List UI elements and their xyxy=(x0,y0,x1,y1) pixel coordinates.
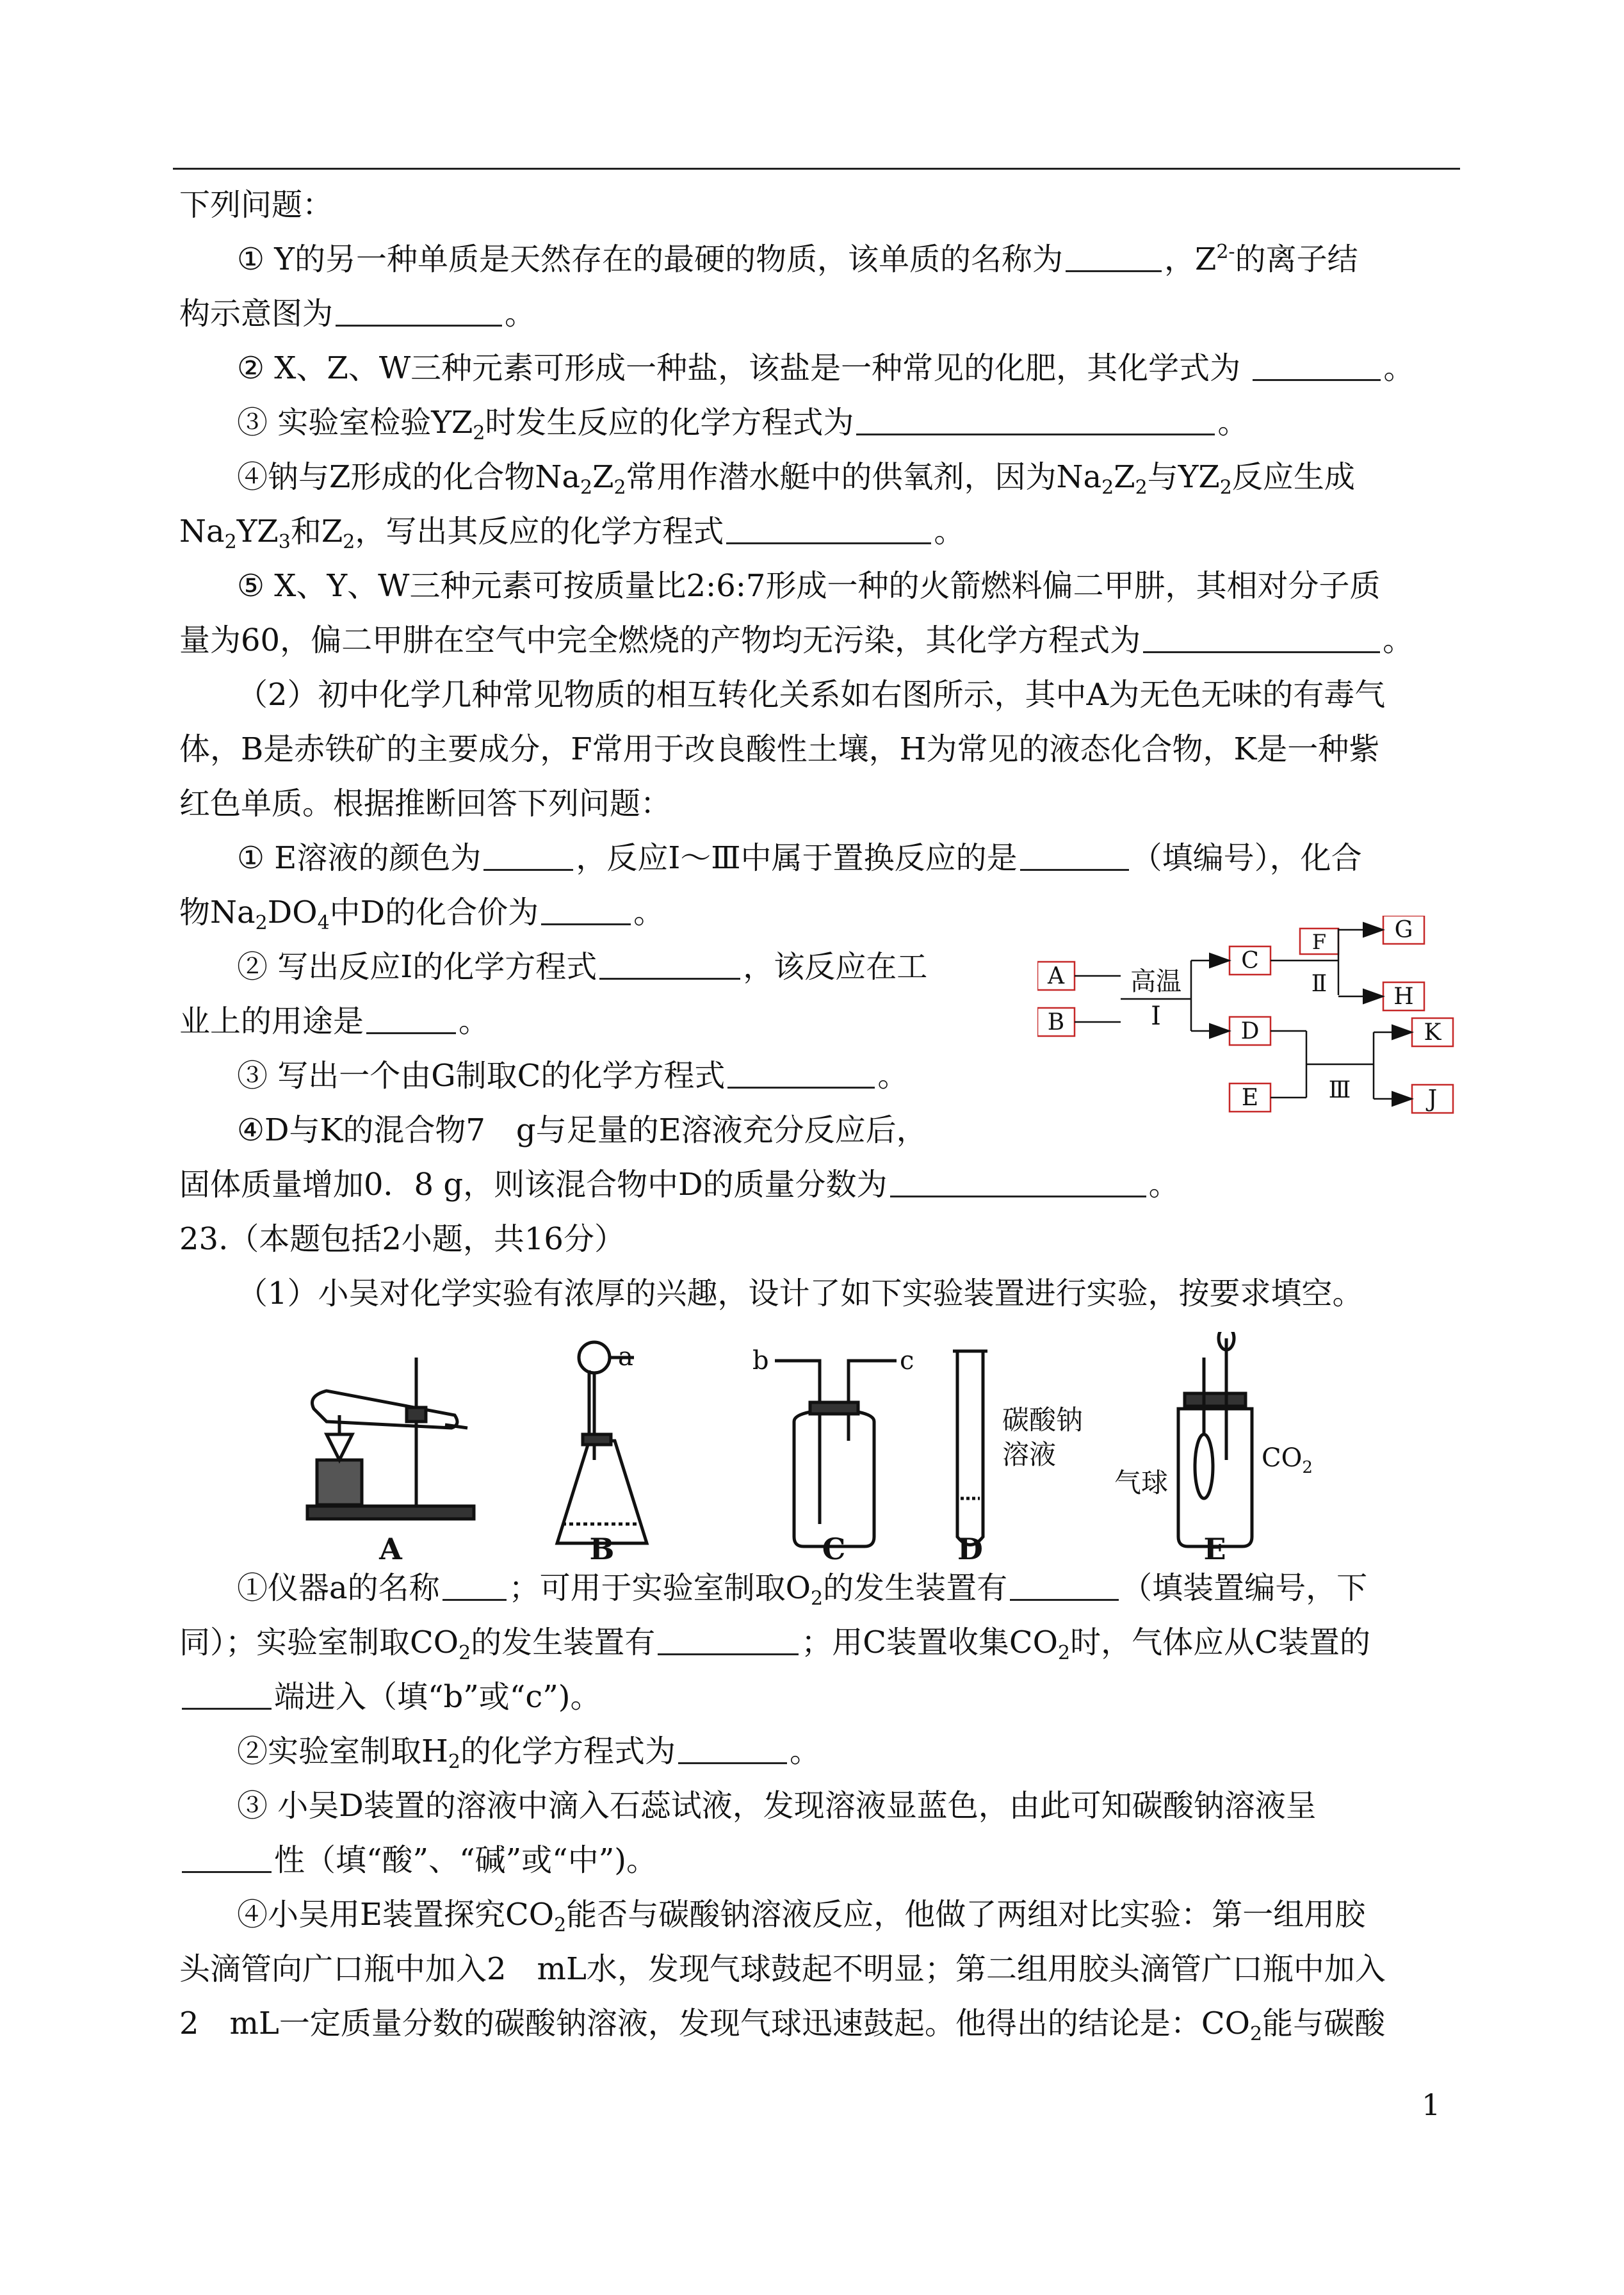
answer-blank[interactable] xyxy=(1066,242,1162,272)
label-b: b xyxy=(752,1346,769,1375)
flow-condition: 高温 xyxy=(1130,967,1181,996)
answer-blank[interactable] xyxy=(726,514,931,544)
flow-node-g: G xyxy=(1394,917,1413,943)
answer-blank[interactable] xyxy=(727,1058,875,1089)
text-line: ② 写出反应Ⅰ的化学方程式 ，该反应在工 xyxy=(237,949,928,985)
co2-label: $CO_2$ xyxy=(1262,1443,1313,1477)
answer-blank[interactable] xyxy=(599,950,740,980)
flow-node-d: D xyxy=(1240,1018,1260,1044)
answer-blank[interactable] xyxy=(443,1571,507,1601)
text-line: 同）；实验室制取$CO_2$的发生装置有 ；用C装置收集$CO_2$时，气体应从C装置的 xyxy=(179,1625,1370,1664)
text-line: ③ 实验室检验$YZ_2$时发生反应的化学方程式为 。 xyxy=(237,405,1249,444)
answer-blank[interactable] xyxy=(541,895,631,925)
answer-blank[interactable] xyxy=(678,1734,787,1764)
flow-node-k: K xyxy=(1424,1019,1441,1046)
answer-blank[interactable] xyxy=(336,296,502,327)
text-line: ④D与K的混合物7 g与足量的E溶液充分反应后， xyxy=(237,1112,927,1148)
answer-blank[interactable] xyxy=(856,405,1215,435)
answer-blank[interactable] xyxy=(483,841,573,871)
text-line: ⑤ X、Y、W三种元素可按质量比2:6:7形成一种的火箭燃料偏二甲肼，其相对分子质 xyxy=(237,568,1381,604)
flow-node-b: B xyxy=(1047,1009,1065,1035)
answer-blank[interactable] xyxy=(658,1625,799,1655)
answer-blank[interactable] xyxy=(182,1680,272,1710)
text-line: ① Y的另一种单质是天然存在的最硬的物质，该单质的名称为 ，$Z^{2-}$的离子结 xyxy=(237,241,1358,277)
text-line: 固体质量增加0．8 g，则该混合物中D的质量分数为 。 xyxy=(179,1167,1180,1203)
apparatus-label-e: E xyxy=(1203,1532,1226,1562)
flow-node-c: C xyxy=(1241,948,1259,974)
text-line: ③ 小吴D装置的溶液中滴入石蕊试液，发现溶液显蓝色，由此可知碳酸钠溶液呈 xyxy=(237,1788,1317,1824)
text-line: 头滴管向广口瓶中加入2 mL水，发现气球鼓起不明显；第二组用胶头滴管广口瓶中加入 xyxy=(179,1951,1386,1987)
text-line: 物$Na_2DO_4$中D的化合价为 。 xyxy=(179,895,665,934)
d-text-2: 溶液 xyxy=(1002,1439,1057,1470)
text-line: $Na_2YZ_3$和$Z_2$，写出其反应的化学方程式 。 xyxy=(179,514,965,553)
answer-blank[interactable] xyxy=(1010,1571,1119,1601)
flow-node-j: J xyxy=(1427,1086,1438,1112)
text-line: 体，B是赤铁矿的主要成分，F常用于改良酸性土壤，H为常见的液态化合物，K是一种紫 xyxy=(179,731,1380,767)
text-line: ③ 写出一个由G制取C的化学方程式 。 xyxy=(237,1058,909,1094)
text-line: 性（填“酸”、“碱”或“中”)。 xyxy=(179,1841,657,1879)
text-line: 端进入（填“b”或“c”)。 xyxy=(179,1678,601,1716)
answer-blank[interactable] xyxy=(1253,351,1381,381)
header-rule xyxy=(173,168,1460,170)
text-line: 构示意图为 。 xyxy=(179,296,536,332)
answer-blank[interactable] xyxy=(1143,623,1380,653)
answer-blank[interactable] xyxy=(890,1167,1146,1197)
text-line: ④钠与Z形成的化合物$Na_2Z_2$常用作潜水艇中的供氧剂，因为$Na_2Z_2$与$YZ_2$反应生成 xyxy=(237,459,1355,499)
apparatus-label-d: D xyxy=(957,1532,983,1562)
flow-node-e: E xyxy=(1241,1085,1259,1111)
d-text-1: 碳酸钠 xyxy=(1002,1404,1084,1436)
flow-reaction-1: I xyxy=(1151,1002,1161,1031)
text-line: ② X、Z、W三种元素可形成一种盐，该盐是一种常见的化肥，其化学式为 。 xyxy=(237,350,1415,386)
text-line: 红色单质。根据推断回答下列问题： xyxy=(179,786,672,822)
answer-blank[interactable] xyxy=(366,1004,456,1034)
text-line: 下列问题： xyxy=(179,187,334,223)
label-a: a xyxy=(618,1342,633,1372)
text-line: ① E溶液的颜色为 ，反应Ⅰ～Ⅲ中属于置换反应的是 （填编号），化合 xyxy=(237,840,1362,876)
label-c: c xyxy=(900,1346,914,1375)
flow-node-a: A xyxy=(1048,963,1064,989)
flow-reaction-2: Ⅱ xyxy=(1311,971,1328,997)
text-line: ①仪器a的名称 ；可用于实验室制取$O_2$的发生装置有 （填装置编号，下 xyxy=(237,1570,1368,1610)
text-line: （1）小吴对化学实验有浓厚的兴趣，设计了如下实验装置进行实验，按要求填空。 xyxy=(237,1276,1363,1311)
balloon-label: 气球 xyxy=(1114,1467,1169,1498)
answer-blank[interactable] xyxy=(182,1843,272,1873)
apparatus-label-b: B xyxy=(589,1532,615,1562)
flow-node-h: H xyxy=(1393,984,1414,1010)
apparatus-label-a: A xyxy=(379,1532,402,1562)
answer-blank[interactable] xyxy=(1020,841,1129,871)
flow-reaction-3: Ⅲ xyxy=(1328,1077,1351,1103)
text-line: （2）初中化学几种常见物质的相互转化关系如右图所示，其中A为无色无味的有毒气 xyxy=(237,677,1386,713)
apparatus-figure xyxy=(301,1332,1466,1562)
text-line: 量为60，偏二甲肼在空气中完全燃烧的产物均无污染，其化学方程式为 。 xyxy=(179,622,1414,658)
flow-node-f: F xyxy=(1311,930,1327,954)
page-number: 1 xyxy=(1422,2088,1441,2122)
text-line: ④小吴用E装置探究$CO_2$能否与碳酸钠溶液反应，他做了两组对比实验：第一组用胶 xyxy=(237,1897,1366,1936)
text-line: 2 mL一定质量分数的碳酸钠溶液，发现气球迅速鼓起。他得出的结论是：$CO_2$能与碳酸 xyxy=(179,2006,1386,2045)
apparatus-label-c: C xyxy=(822,1532,846,1562)
question-heading: 23.（本题包括2小题，共16分） xyxy=(179,1221,625,1257)
flow-diagram xyxy=(1037,916,1473,1133)
text-line: ②实验室制取$H_2$的化学方程式为 。 xyxy=(237,1733,820,1773)
text-line: 业上的用途是 。 xyxy=(179,1003,490,1039)
